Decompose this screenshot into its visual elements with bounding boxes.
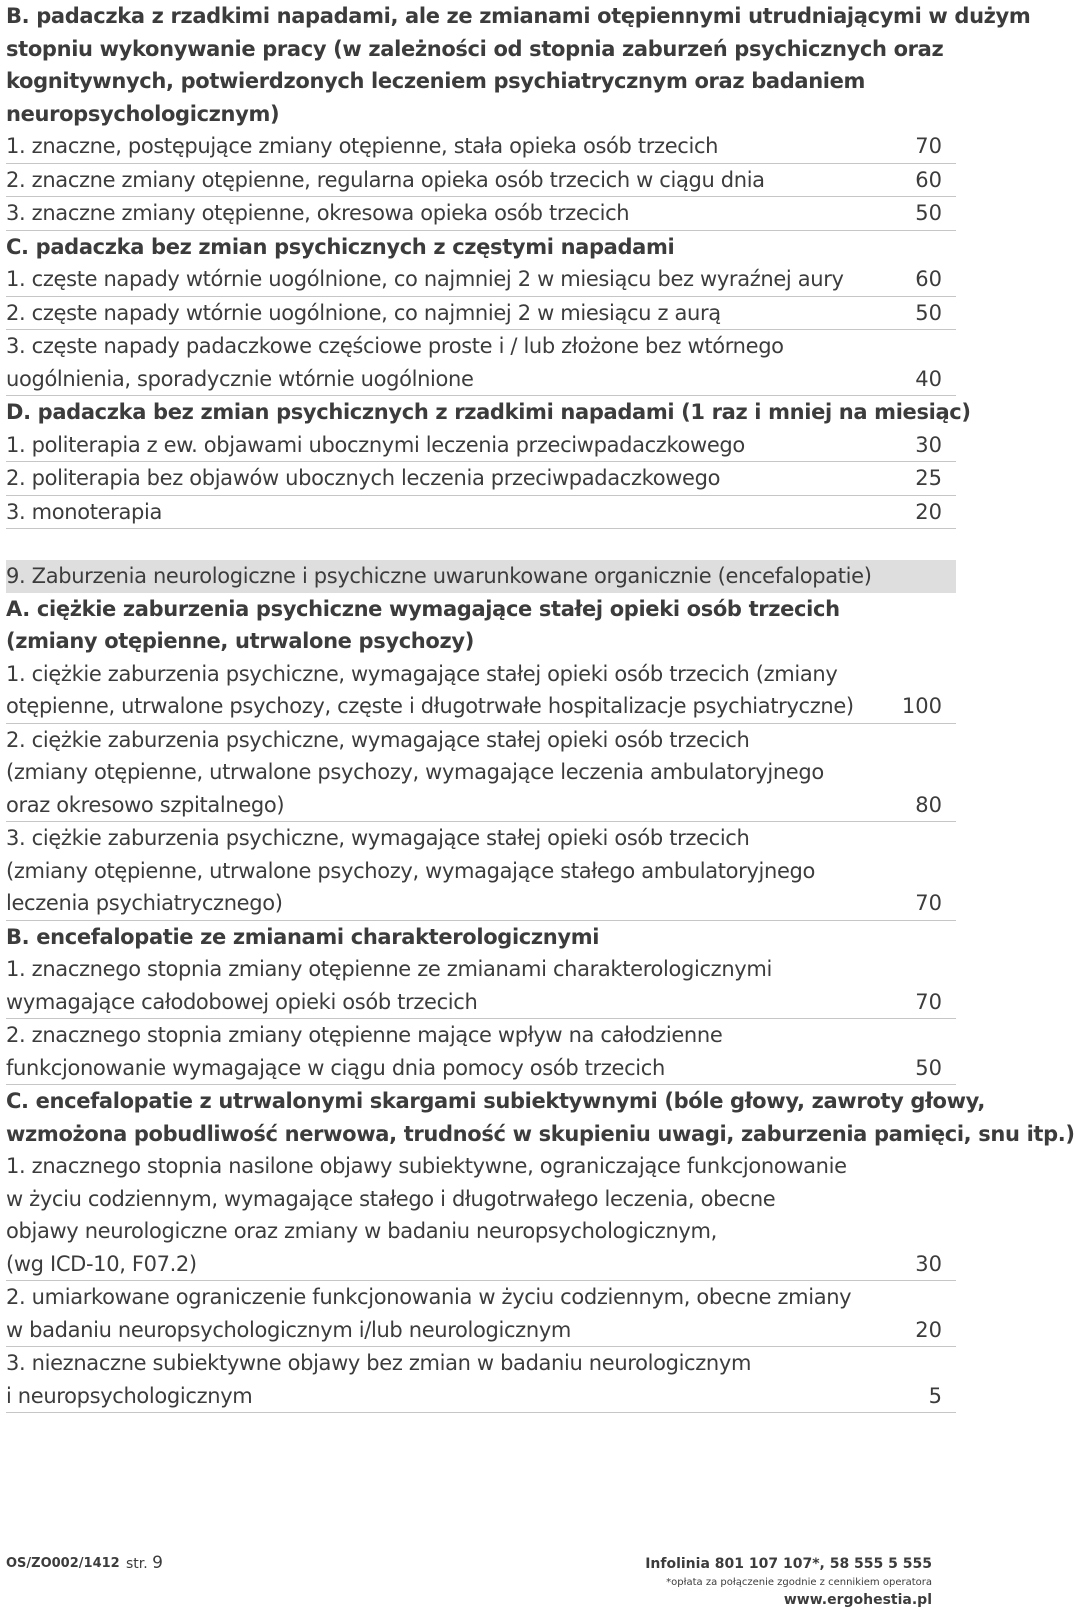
text-line: 2. znaczne zmiany otępienne, regularna opieka osób trzecich w ciągu dnia xyxy=(6,167,765,192)
text-line: (zmiany otępienne, utrwalone psychozy, wymagające stałego ambulatoryjnego xyxy=(6,858,816,883)
points-value: 50 xyxy=(915,300,942,325)
text-line: 3. znaczne zmiany otępienne, okresowa opieka osób trzecich xyxy=(6,201,630,225)
criteria-row xyxy=(6,164,956,198)
text-line: C. encefalopatie z utrwalonymi skargami subiektywnymi (bóle głowy, zawroty głowy, xyxy=(6,1089,986,1113)
text-line: 3. częste napady padaczkowe częściowe proste i / lub złożone bez wtórnego xyxy=(6,334,784,358)
points-value: 70 xyxy=(915,989,942,1014)
text-line: 2. umiarkowane ograniczenie funkcjonowania w życiu codziennym, obecne zmiany xyxy=(6,1285,852,1309)
page-footer xyxy=(0,1540,960,1610)
text-line: 1. znaczne, postępujące zmiany otępienne, stała opieka osób trzecich xyxy=(6,134,719,158)
points-value: 50 xyxy=(915,201,942,225)
infoline-phone: Infolinia 801 107 107*, 58 555 5 555 xyxy=(645,1556,932,1572)
subsection-heading xyxy=(6,396,971,429)
criteria-row xyxy=(6,496,956,530)
criteria-row xyxy=(6,462,956,496)
text-line: B. encefalopatie ze zmianami charakterologicznymi xyxy=(6,924,600,949)
text-line: (wg ICD-10, F07.2) xyxy=(6,1251,197,1276)
page-number xyxy=(126,1553,163,1573)
call-cost-note: *opłata za połączenie zgodnie z cennikiem operatora xyxy=(666,1577,932,1588)
text-line: 1. znacznego stopnia zmiany otępienne ze zmianami charakterologicznymi xyxy=(6,957,772,981)
text-line: 1. znacznego stopnia nasilone objawy subiektywne, ograniczające funkcjonowanie xyxy=(6,1154,847,1178)
text-line: 2. znacznego stopnia zmiany otępienne mające wpływ na całodzienne xyxy=(6,1023,723,1047)
criteria-row xyxy=(6,130,956,164)
points-value: 5 xyxy=(928,1383,942,1408)
text-line: (zmiany otępienne, utrwalone psychozy, wymagające leczenia ambulatoryjnego xyxy=(6,760,824,784)
subsection-heading xyxy=(6,593,956,658)
points-value: 40 xyxy=(915,366,942,391)
points-value: 60 xyxy=(915,167,942,192)
points-value: 100 xyxy=(901,694,942,718)
text-line: wymagające całodobowej opieki osób trzecich xyxy=(6,989,478,1014)
text-line: 9. Zaburzenia neurologiczne i psychiczne uwarunkowane organicznie (encefalopatie) xyxy=(6,564,872,588)
text-line: 2. ciężkie zaburzenia psychiczne, wymagające stałej opieki osób trzecich xyxy=(6,727,750,752)
criteria-row xyxy=(6,330,956,396)
section-spacer xyxy=(6,529,956,560)
text-line: w życiu codziennym, wymagające stałego i długotrwałego leczenia, obecne xyxy=(6,1186,776,1211)
page-number-value: 9 xyxy=(152,1553,163,1573)
criteria-row xyxy=(6,263,956,297)
criteria-row xyxy=(6,197,956,231)
text-line: 2. politerapia bez objawów ubocznych leczenia przeciwpadaczkowego xyxy=(6,466,721,490)
text-line: 1. politerapia z ew. objawami ubocznymi leczenia przeciwpadaczkowego xyxy=(6,432,745,457)
subsection-heading xyxy=(6,231,956,264)
points-value: 25 xyxy=(915,466,942,490)
website-link[interactable]: www.ergohestia.pl xyxy=(783,1592,932,1608)
text-line: D. padaczka bez zmian psychicznych z rzadkimi napadami (1 raz i mniej na miesiąc) xyxy=(6,400,971,424)
subsection-heading xyxy=(6,0,1031,130)
criteria-row xyxy=(6,1347,956,1413)
document-body xyxy=(6,0,1075,1413)
points-value: 60 xyxy=(915,267,942,291)
criteria-row xyxy=(6,1150,956,1281)
points-value: 50 xyxy=(915,1055,942,1080)
text-line: C. padaczka bez zmian psychicznych z częstymi napadami xyxy=(6,234,675,259)
points-value: 20 xyxy=(915,1317,942,1342)
text-line: objawy neurologiczne oraz zmiany w badaniu neuropsychologicznym, xyxy=(6,1219,717,1243)
points-value: 70 xyxy=(915,134,942,158)
text-line: 1. ciężkie zaburzenia psychiczne, wymagające stałej opieki osób trzecich (zmiany xyxy=(6,661,838,686)
text-line: 3. nieznaczne subiektywne objawy bez zmian w badaniu neurologicznym xyxy=(6,1351,752,1375)
text-line: funkcjonowanie wymagające w ciągu dnia pomocy osób trzecich xyxy=(6,1055,665,1080)
document-code: OS/ZO002/1412 xyxy=(6,1556,120,1571)
criteria-row xyxy=(6,297,956,331)
text-line: neuropsychologicznym) xyxy=(6,101,280,126)
criteria-row xyxy=(6,1281,956,1347)
text-line: (zmiany otępienne, utrwalone psychozy) xyxy=(6,629,474,653)
text-line: kognitywnych, potwierdzonych leczeniem psychiatrycznym oraz badaniem xyxy=(6,69,866,93)
text-line: 3. ciężkie zaburzenia psychiczne, wymagające stałej opieki osób trzecich xyxy=(6,826,750,850)
text-line: wzmożona pobudliwość nerwowa, trudność w skupieniu uwagi, zaburzenia pamięci, snu itp.) xyxy=(6,1121,1075,1146)
criteria-row xyxy=(6,429,956,463)
text-line: leczenia psychiatrycznego) xyxy=(6,891,283,915)
section-header xyxy=(6,560,956,593)
text-line: stopniu wykonywanie pracy (w zależności od stopnia zaburzeń psychicznych oraz xyxy=(6,36,944,61)
text-line: A. ciężkie zaburzenia psychiczne wymagające stałej opieki osób trzecich xyxy=(6,596,840,621)
subsection-heading xyxy=(6,1085,1075,1150)
subsection-heading xyxy=(6,921,956,954)
text-line: 1. częste napady wtórnie uogólnione, co najmniej 2 w miesiącu bez wyraźnej aury xyxy=(6,267,844,291)
points-value: 80 xyxy=(915,792,942,817)
text-line: B. padaczka z rzadkimi napadami, ale ze zmianami otępiennymi utrudniającymi w dużym xyxy=(6,4,1031,28)
points-value: 30 xyxy=(915,1251,942,1276)
points-value: 70 xyxy=(915,891,942,915)
page-label: str. xyxy=(126,1556,148,1572)
points-value: 30 xyxy=(915,432,942,457)
text-line: 2. częste napady wtórnie uogólnione, co najmniej 2 w miesiącu z aurą xyxy=(6,300,721,325)
text-line: uogólnienia, sporadycznie wtórnie uogólnione xyxy=(6,366,474,391)
text-line: 3. monoterapia xyxy=(6,499,162,524)
criteria-row xyxy=(6,658,956,724)
points-value: 20 xyxy=(915,499,942,524)
criteria-row xyxy=(6,953,956,1019)
text-line: w badaniu neuropsychologicznym i/lub neurologicznym xyxy=(6,1317,572,1342)
text-line: otępienne, utrwalone psychozy, częste i długotrwałe hospitalizacje psychiatryczne) xyxy=(6,694,854,718)
text-line: oraz okresowo szpitalnego) xyxy=(6,792,285,817)
criteria-row xyxy=(6,724,956,823)
criteria-row xyxy=(6,822,956,921)
criteria-row xyxy=(6,1019,956,1085)
text-line: i neuropsychologicznym xyxy=(6,1383,253,1408)
